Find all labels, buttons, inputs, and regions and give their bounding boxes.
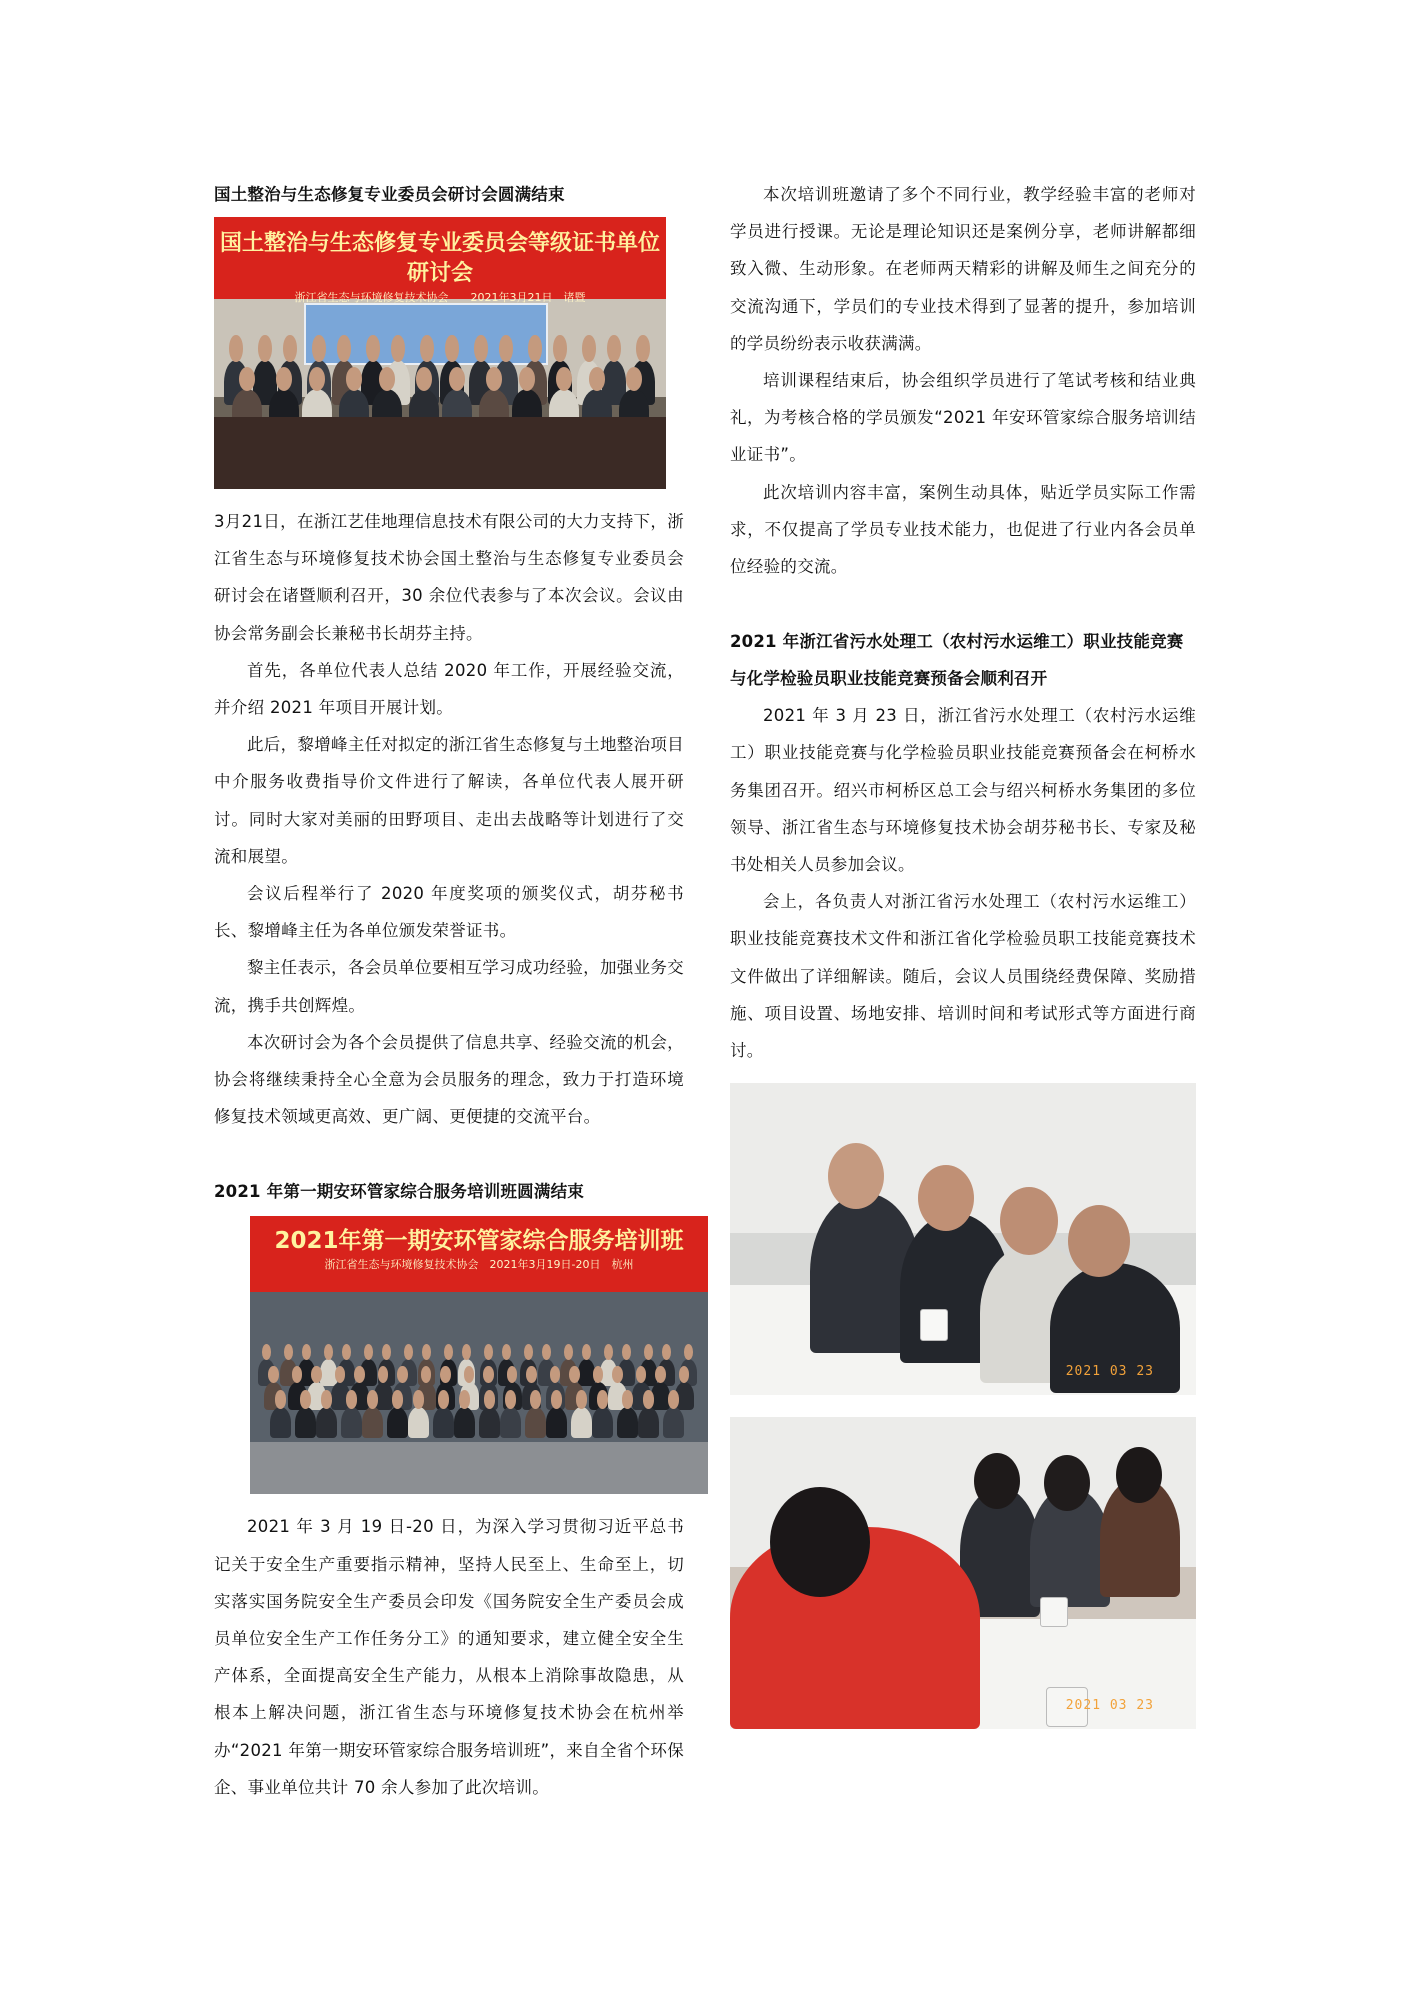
photo-person-head — [662, 1344, 671, 1360]
paragraph: 2021 年 3 月 19 日-20 日，为深入学习贯彻习近平总书记关于安全生产重要指示精神，坚持人民至上、生命至上，切实落实国务院安全生产委员会印发《国务院安全生产委员会成员单位安全生产工作任务分工》的通知要求，建立健全安全生产体系，全面提高安全生产能力，从根本上消除事故隐患，从根本上解决问题，浙江省生态与环境修复技术协会在杭州举办“2021 年第一期安环管家综合服务培训班”，来自全省个环保企、事业单位共计 70 余人参加了此次培训。 — [214, 1517, 684, 1797]
photo-person-head — [1116, 1447, 1162, 1503]
photo-banner-title: 国土整治与生态修复专业委员会等级证书单位研讨会 — [219, 231, 660, 286]
photo-person-head — [275, 1390, 287, 1408]
photo-person-head — [302, 1344, 311, 1360]
photo-person-head — [770, 1487, 870, 1597]
photo-person-head — [974, 1453, 1020, 1509]
photo-person-head — [284, 1344, 293, 1360]
photo-person-head — [502, 1344, 511, 1360]
photo-person-head — [1044, 1455, 1090, 1511]
photo-date-stamp: 2021 03 23 — [1065, 1364, 1154, 1380]
paragraph: 本次培训班邀请了多个不同行业，教学经验丰富的老师对学员进行授课。无论是理论知识还是案例分享，老师讲解都细致入微、生动形象。在老师两天精彩的讲解及师生之间充分的交流沟通下，学员们的专业技术得到了显著的提升，参加培训的学员纷纷表示收获满满。 — [730, 185, 1196, 353]
photo-person — [295, 1407, 316, 1438]
photo-banner — [250, 1216, 708, 1292]
photo-person — [500, 1407, 521, 1438]
photo-person-head — [582, 1344, 591, 1360]
photo-person — [387, 1407, 408, 1438]
photo-person-head — [392, 1390, 404, 1408]
article-title: 2021 年第一期安环管家综合服务培训班圆满结束 — [214, 1182, 584, 1202]
paragraph: 黎主任表示，各会员单位要相互学习成功经验，加强业务交流，携手共创辉煌。 — [214, 958, 684, 1015]
photo-person-head — [643, 1390, 655, 1408]
photo-person-head — [229, 335, 242, 362]
photo-person — [316, 1407, 337, 1438]
photo-person-head — [1068, 1205, 1130, 1277]
photo-person-head — [550, 1366, 560, 1383]
paragraph: 2021 年 3 月 23 日，浙江省污水处理工（农村污水运维工）职业技能竞赛与化学检验员职业技能竞赛预备会在柯桥水务集团召开。绍兴市柯桥区总工会与绍兴柯桥水务集团的多位领导、浙江省生态与环境修复技术协会胡芬秘书长、专家及秘书处相关人员参加会议。 — [730, 706, 1196, 875]
photo-person-head — [530, 1390, 542, 1408]
photo-person-head — [607, 335, 620, 362]
photo-person-head — [564, 1344, 573, 1360]
photo-person-head — [312, 335, 325, 362]
photo-person-head — [684, 1344, 693, 1360]
photo-person-head — [258, 335, 271, 362]
photo-person-head — [542, 1344, 551, 1360]
photo-person-head — [524, 1344, 533, 1360]
photo-person-head — [300, 1390, 312, 1408]
photo-person-head — [604, 1344, 613, 1360]
photo-person — [479, 1407, 500, 1438]
photo-banner — [214, 217, 666, 304]
right-column — [730, 176, 1196, 1729]
photo-person-head — [484, 1390, 496, 1408]
photo-person-head — [644, 1344, 653, 1360]
photo-conference-table — [214, 417, 666, 489]
photo-date-stamp: 2021 03 23 — [1065, 1698, 1154, 1714]
paragraph: 会上，各负责人对浙江省污水处理工（农村污水运维工）职业技能竞赛技术文件和浙江省化学检验员职工技能竞赛技术文件做出了详细解读。随后，会议人员围绕经费保障、奖励措施、项目设置、场地安排、培训时间和考试形式等方面进行商讨。 — [730, 892, 1196, 1061]
photo-banner-subtitle: 浙江省生态与环境修复技术协会 2021年3月19日-20日 杭州 — [324, 1258, 634, 1272]
photo-person-head — [366, 335, 379, 362]
photo-person — [433, 1407, 454, 1438]
photo-person-head — [311, 1366, 321, 1383]
photo-person-head — [526, 1366, 536, 1383]
photo-cup — [1040, 1597, 1068, 1627]
photo-person-head — [528, 335, 541, 362]
paragraph: 培训课程结束后，协会组织学员进行了笔试考核和结业典礼，为考核合格的学员颁发“2021 年安环管家综合服务培训结业证书”。 — [730, 371, 1196, 465]
photo-person-head — [576, 1390, 588, 1408]
seminar-group-photo — [214, 217, 666, 489]
photo-person-head — [354, 1366, 364, 1383]
photo-person-head — [918, 1165, 974, 1231]
photo-person-head — [462, 1344, 471, 1360]
photo-person-head — [655, 1366, 665, 1383]
photo-person-head — [553, 335, 566, 362]
photo-person — [546, 1407, 567, 1438]
left-column — [214, 176, 684, 1806]
photo-person-head — [440, 1366, 450, 1383]
photo-person-head — [636, 335, 649, 362]
article-title: 国土整治与生态修复专业委员会研讨会圆满结束 — [214, 185, 565, 204]
photo-cup — [920, 1309, 948, 1341]
photo-person-head — [382, 1344, 391, 1360]
photo-person-head — [597, 1390, 609, 1408]
photo-person-head — [582, 335, 595, 362]
photo-person-head — [569, 1366, 579, 1383]
photo-person-head — [438, 1390, 450, 1408]
photo-person-head — [459, 1390, 471, 1408]
photo-person-head — [346, 367, 363, 391]
photo-person-head — [268, 1366, 278, 1383]
photo-person-head — [622, 1390, 634, 1408]
paragraph: 此次培训内容丰富，案例生动具体，贴近学员实际工作需求，不仅提高了学员专业技术能力，也促进了行业内各会员单位经验的交流。 — [730, 482, 1196, 577]
photo-person-head — [668, 1390, 680, 1408]
training-group-photo — [250, 1216, 708, 1494]
photo-person-head — [367, 1390, 379, 1408]
photo-person-head — [413, 1390, 425, 1408]
photo-person-head — [622, 1344, 631, 1360]
photo-person — [571, 1407, 592, 1438]
photo-person — [341, 1407, 362, 1438]
photo-person-head — [551, 1390, 563, 1408]
photo-person — [663, 1407, 684, 1438]
photo-person — [454, 1407, 475, 1438]
paragraph: 首先，各单位代表人总结 2020 年工作，开展经验交流，并介绍 2021 年项目开展计划。 — [214, 660, 684, 718]
meeting-photo-men — [730, 1083, 1196, 1395]
photo-person — [638, 1407, 659, 1438]
photo-person-head — [474, 335, 487, 362]
photo-person-head — [404, 1344, 413, 1360]
meeting-photo-women — [730, 1417, 1196, 1729]
paragraph: 此后，黎增峰主任对拟定的浙江省生态修复与土地整治项目中介服务收费指导价文件进行了解读，各单位代表人展开研讨。同时大家对美丽的田野项目、走出去战略等计划进行了交流和展望。 — [214, 735, 684, 866]
photo-person-head — [346, 1390, 358, 1408]
photo-person-head — [1000, 1187, 1058, 1255]
photo-person — [270, 1407, 291, 1438]
paragraph: 会议后程举行了 2020 年度奖项的颁奖仪式，胡芬秘书长、黎增峰主任为各单位颁发荣誉证书。 — [214, 884, 684, 941]
paragraph: 本次研讨会为各个会员提供了信息共享、经验交流的机会，协会将继续秉持全心全意为会员服务的理念，致力于打造环境修复技术领域更高效、更广阔、更便捷的交流平台。 — [214, 1032, 684, 1127]
photo-person-head — [507, 1366, 517, 1383]
photo-person — [592, 1407, 613, 1438]
photo-person-head — [612, 1366, 622, 1383]
photo-person-head — [337, 335, 350, 362]
photo-person-head — [364, 1344, 373, 1360]
photo-person-head — [484, 1344, 493, 1360]
photo-person-head — [342, 1344, 351, 1360]
photo-person-head — [324, 1344, 333, 1360]
paragraph: 3月21日，在浙江艺佳地理信息技术有限公司的大力支持下，浙江省生态与环境修复技术协会国土整治与生态修复专业委员会研讨会在诸暨顺利召开，30 余位代表参与了本次会议。会议由协会常务副会长兼秘书长胡芬主持。 — [214, 512, 684, 643]
photo-person-head — [262, 1344, 271, 1360]
photo-banner-subtitle: 浙江省生态与环境修复技术协会 2021年3月21日 诸暨 — [294, 291, 586, 304]
photo-person-head — [391, 335, 404, 362]
photo-person-head — [483, 1366, 493, 1383]
photo-person-head — [321, 1390, 333, 1408]
photo-person-head — [445, 335, 458, 362]
photo-person — [617, 1407, 638, 1438]
photo-person — [408, 1407, 429, 1438]
photo-person-head — [499, 335, 512, 362]
photo-person-head — [444, 1344, 453, 1360]
article-title: 2021 年浙江省污水处理工（农村污水运维工）职业技能竞赛与化学检验员职业技能竞赛预备会顺利召开 — [730, 632, 1184, 689]
photo-person-head — [505, 1390, 517, 1408]
photo-person-head — [422, 1344, 431, 1360]
photo-person — [525, 1407, 546, 1438]
photo-banner-title: 2021年第一期安环管家综合服务培训班 — [274, 1228, 684, 1255]
photo-person-head — [397, 1366, 407, 1383]
photo-person — [362, 1407, 383, 1438]
photo-person-head — [283, 335, 296, 362]
photo-person-head — [828, 1143, 884, 1209]
photo-person-head — [420, 335, 433, 362]
